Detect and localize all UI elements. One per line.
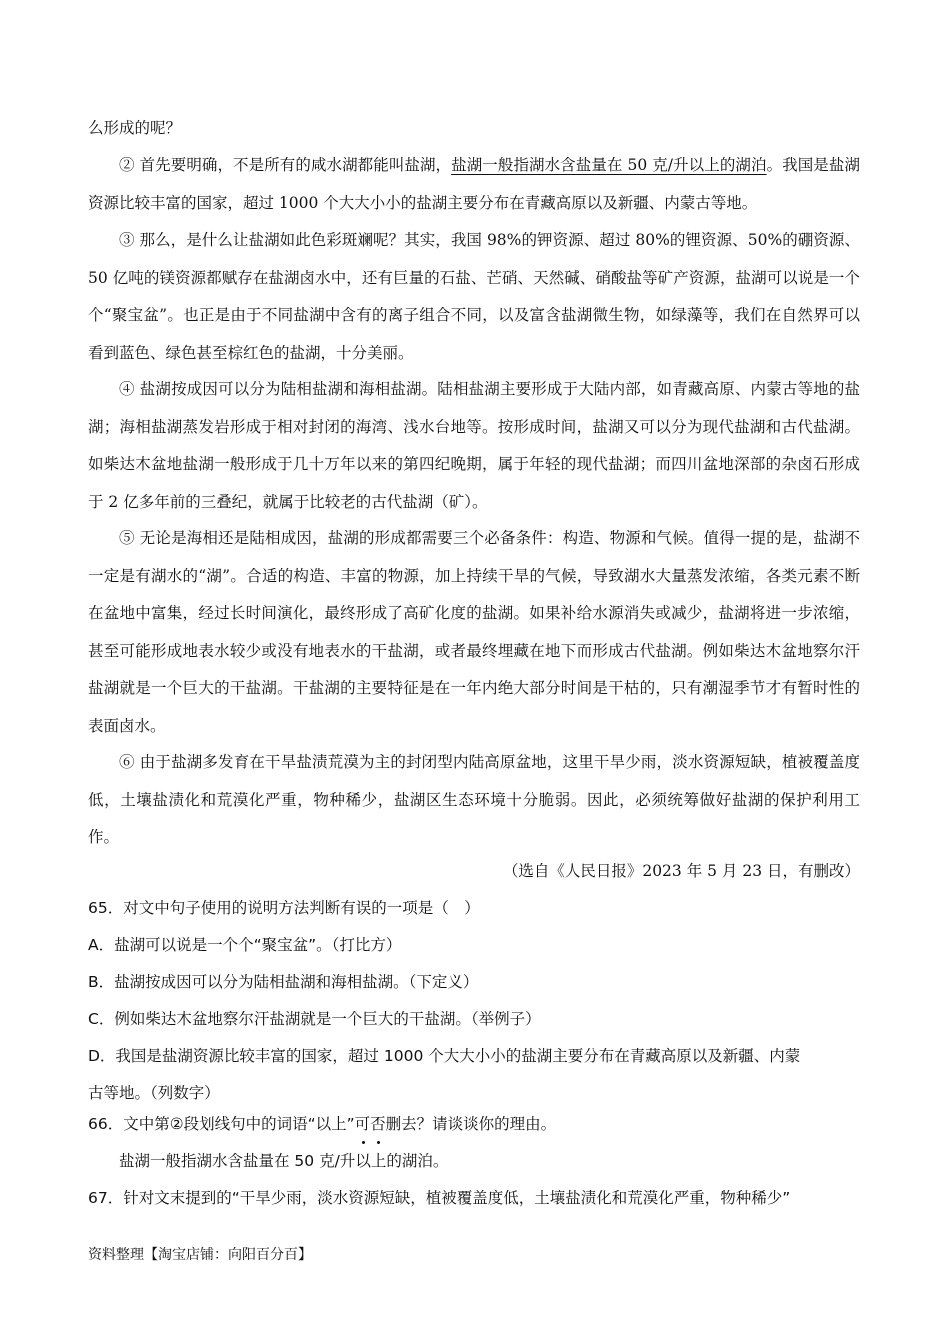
sentence-after: 的湖泊。 [386,1152,449,1170]
paragraph-intro-tail: 么形成的呢？ [88,119,182,137]
source-citation: （选自《人民日报》2023 年 5 月 23 日，有删改） [502,862,860,880]
question-67-stem: 67．针对文末提到的“干旱少雨，淡水资源短缺，植被覆盖度低，土壤盐渍化和荒漠化严重，物种稀少” [88,1189,791,1207]
paragraph-2 [88,147,860,222]
paragraph-4: ④ 盐湖按成因可以分为陆相盐湖和海相盐湖。陆相盐湖主要形成于大陆内部，如青藏高原、内蒙古等地的盐湖；海相盐湖蒸发岩形成于相对封闭的海湾、浅水台地等。按形成时间，盐湖又可以分为现代盐湖和古代盐湖。如柴达木盆地盐湖一般形成于几十万年以来的第四纪晚期，属于年轻的现代盐湖；而四川盆地深部的杂卤石形成于 2 亿多年前的三叠纪，就属于比较老的古代盐湖（矿）。 [88,380,860,511]
emphasis-char-1: 以 [355,1143,371,1180]
question-65 [88,890,860,1112]
question-66 [88,1106,860,1180]
paragraph-5: ⑤ 无论是海相还是陆相成因，盐湖的形成都需要三个必备条件：构造、物源和气候。值得一提的是，盐湖不一定是有湖水的“湖”。合适的构造、丰富的物源，加上持续干旱的气候，导致湖水大量蒸发浓缩，各类元素不断在盆地中富集，经过长时间演化，最终形成了高矿化度的盐湖。如果补给水源消失或减少，盐湖将进一步浓缩，甚至可能形成地表水较少或没有地表水的干盐湖，或者最终埋藏在地下而形成古代盐湖。例如柴达木盆地察尔汗盐湖就是一个巨大的干盐湖。干盐湖的主要特征是在一年内绝大部分时间是干枯的，只有潮湿季节才有暂时性的表面卤水。 [88,529,860,735]
paragraph-2-text-after: 。我国是盐湖资源比较丰富的国家，超过 1000 个大大小小的盐湖主要分布在青藏高原以及新疆、内蒙古等地。 [88,156,860,212]
underlined-sentence: 盐湖一般指湖水含盐量在 50 克/升以上的湖泊 [451,156,767,174]
paragraph-2-text-before: ② 首先要明确，不是所有的咸水湖都能叫盐湖， [119,156,452,174]
option-a[interactable]: A．盐湖可以说是一个个“聚宝盆”。（打比方） [88,936,402,954]
emphasis-char-2: 上 [371,1143,387,1180]
question-65-stem: 65．对文中句子使用的说明方法判断有误的一项是（ ） [88,899,480,917]
option-d-line-2[interactable]: 古等地。（列数字） [88,1084,220,1102]
option-b[interactable]: B．盐湖按成因可以分为陆相盐湖和海相盐湖。（下定义） [88,973,479,991]
sentence-before: 盐湖一般指湖水含盐量在 50 克/升 [119,1152,356,1170]
option-d-line-1[interactable]: D．我国是盐湖资源比较丰富的国家，超过 1000 个大大小小的盐湖主要分布在青藏高原以及新疆、内蒙 [88,1047,801,1065]
question-66-stem: 66．文中第②段划线句中的词语“以上”可否删去？请谈谈你的理由。 [88,1115,557,1133]
paragraph-6: ⑥ 由于盐湖多发育在干旱盐渍荒漠为主的封闭型内陆高原盆地，这里干旱少雨，淡水资源短缺，植被覆盖度低，土壤盐渍化和荒漠化严重，物种稀少，盐湖区生态环境十分脆弱。因此，必须统筹做好盐湖的保护利用工作。 [88,753,860,846]
option-c[interactable]: C．例如柴达木盆地察尔汗盐湖就是一个巨大的干盐湖。（举例子） [88,1010,541,1028]
question-67 [88,1180,860,1217]
paragraph-3: ③ 那么，是什么让盐湖如此色彩斑斓呢？其实，我国 98%的钾资源、超过 80%的锂资源、50%的硼资源、50 亿吨的镁资源都赋存在盐湖卤水中，还有巨量的石盐、芒硝、天然碱、硝酸盐等矿产资源，盐湖可以说是一个个“聚宝盆”。也正是由于不同盐湖中含有的离子组合不同，以及富含盐湖微生物，如绿藻等，我们在自然界可以看到蓝色、绿色甚至棕红色的盐湖，十分美丽。 [88,231,860,362]
question-66-sentence [88,1143,860,1180]
page-footer: 资料整理【淘宝店铺：向阳百分百】 [88,1247,312,1263]
